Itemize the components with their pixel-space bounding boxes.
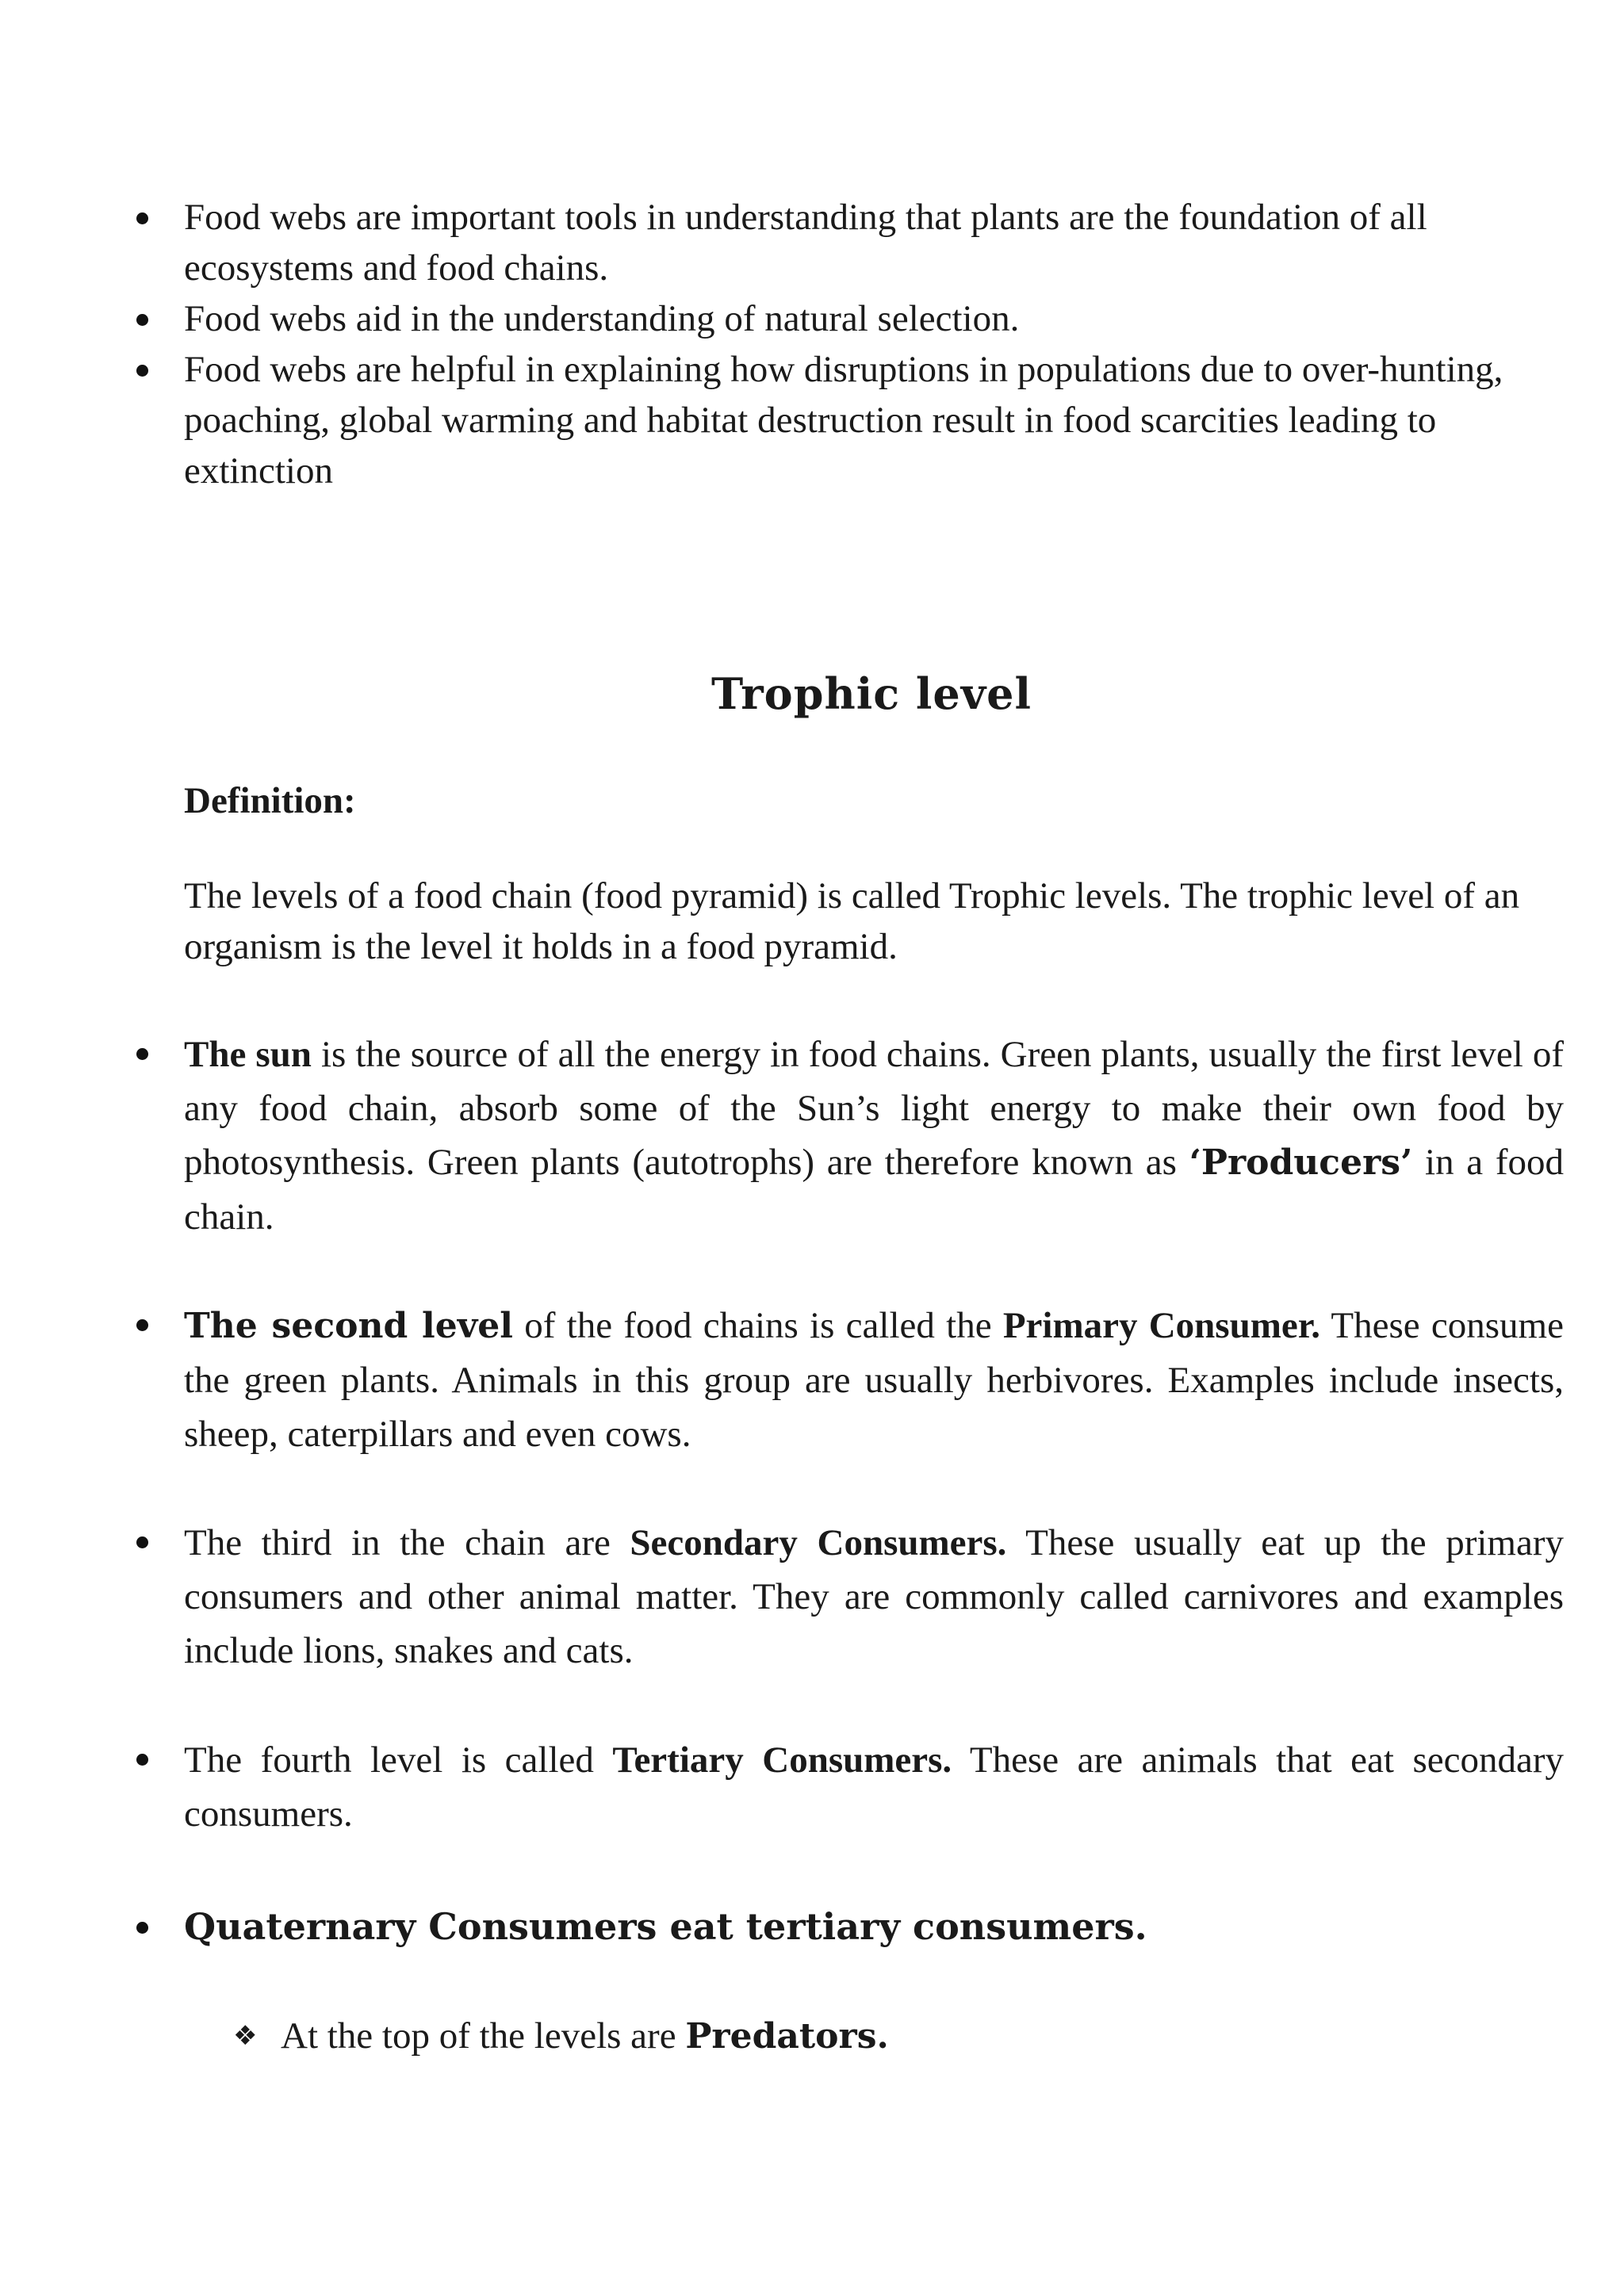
section-title: Trophic level <box>710 668 1032 719</box>
definition-label: Definition: <box>184 780 356 821</box>
bullet-icon <box>136 1536 148 1548</box>
bullet-icon <box>136 365 148 377</box>
bullet-text: Food webs aid in the understanding of natural selection. <box>184 298 1020 339</box>
bullet-icon <box>136 1048 148 1060</box>
list-item-secondary-consumer <box>184 1516 1564 1678</box>
list-item-tertiary-consumer <box>184 1733 1564 1841</box>
predators-note <box>233 2011 889 2062</box>
bold-term: Quaternary Consumers eat tertiary consumers. <box>184 1905 1147 1948</box>
list-item <box>184 293 1564 344</box>
list-item-quaternary-consumer <box>184 1901 1564 1953</box>
bold-term: Predators. <box>685 2016 889 2057</box>
item-text: The fourth level is called <box>184 1739 613 1781</box>
list-item-primary-consumer <box>184 1299 1564 1461</box>
bold-term: Secondary Consumers. <box>630 1522 1007 1563</box>
bullet-icon <box>136 314 148 326</box>
bullet-icon <box>136 1319 148 1331</box>
note-text: At the top of the levels are <box>281 2015 686 2057</box>
bold-term: Primary Consumer. <box>1002 1305 1321 1346</box>
bold-term: ‘Producers’ <box>1189 1142 1413 1183</box>
item-text: in a food chain. <box>184 1142 1564 1238</box>
list-item <box>184 344 1548 496</box>
item-text: These are animals that eat secondary consumers. <box>184 1739 1564 1835</box>
definition-text: The levels of a food chain (food pyramid) is called Trophic levels. The trophic level of an organism is the level it holds in a food pyramid. <box>184 875 1520 967</box>
diamond-bullet-icon: ❖ <box>233 2020 258 2052</box>
bold-term: Tertiary Consumers. <box>612 1739 952 1781</box>
item-text: These usually eat up the primary consumers and other animal matter. They are commonly called carnivores and examples include lions, snakes and cats. <box>184 1522 1564 1671</box>
bullet-icon <box>136 212 148 224</box>
item-text: is the source of all the energy in food chains. Green plants, usually the first level of any food chain, absorb some of the Sun’s light energy to make their own food by photosynthesis. Green plants (autotrophs) are therefore known as <box>184 1034 1564 1183</box>
item-text: of the food chains is called the <box>513 1305 1003 1346</box>
bullet-text: Food webs are helpful in explaining how disruptions in populations due to over-hunting, poaching, global warming and habitat destruction result in food scarcities leading to extinction <box>184 349 1503 492</box>
list-item-producers <box>184 1027 1564 1244</box>
bold-term: The sun <box>184 1034 312 1075</box>
bullet-icon <box>136 1754 148 1766</box>
item-text: These consume the green plants. Animals in this group are usually herbivores. Examples include insects, sheep, caterpillars and even cows. <box>184 1305 1564 1455</box>
bullet-text: Food webs are important tools in understanding that plants are the foundation of all ecosystems and food chains. <box>184 197 1427 289</box>
list-item <box>184 192 1564 293</box>
item-text: The third in the chain are <box>184 1522 630 1563</box>
bullet-icon <box>136 1922 148 1934</box>
bold-term: The second level <box>184 1306 514 1346</box>
